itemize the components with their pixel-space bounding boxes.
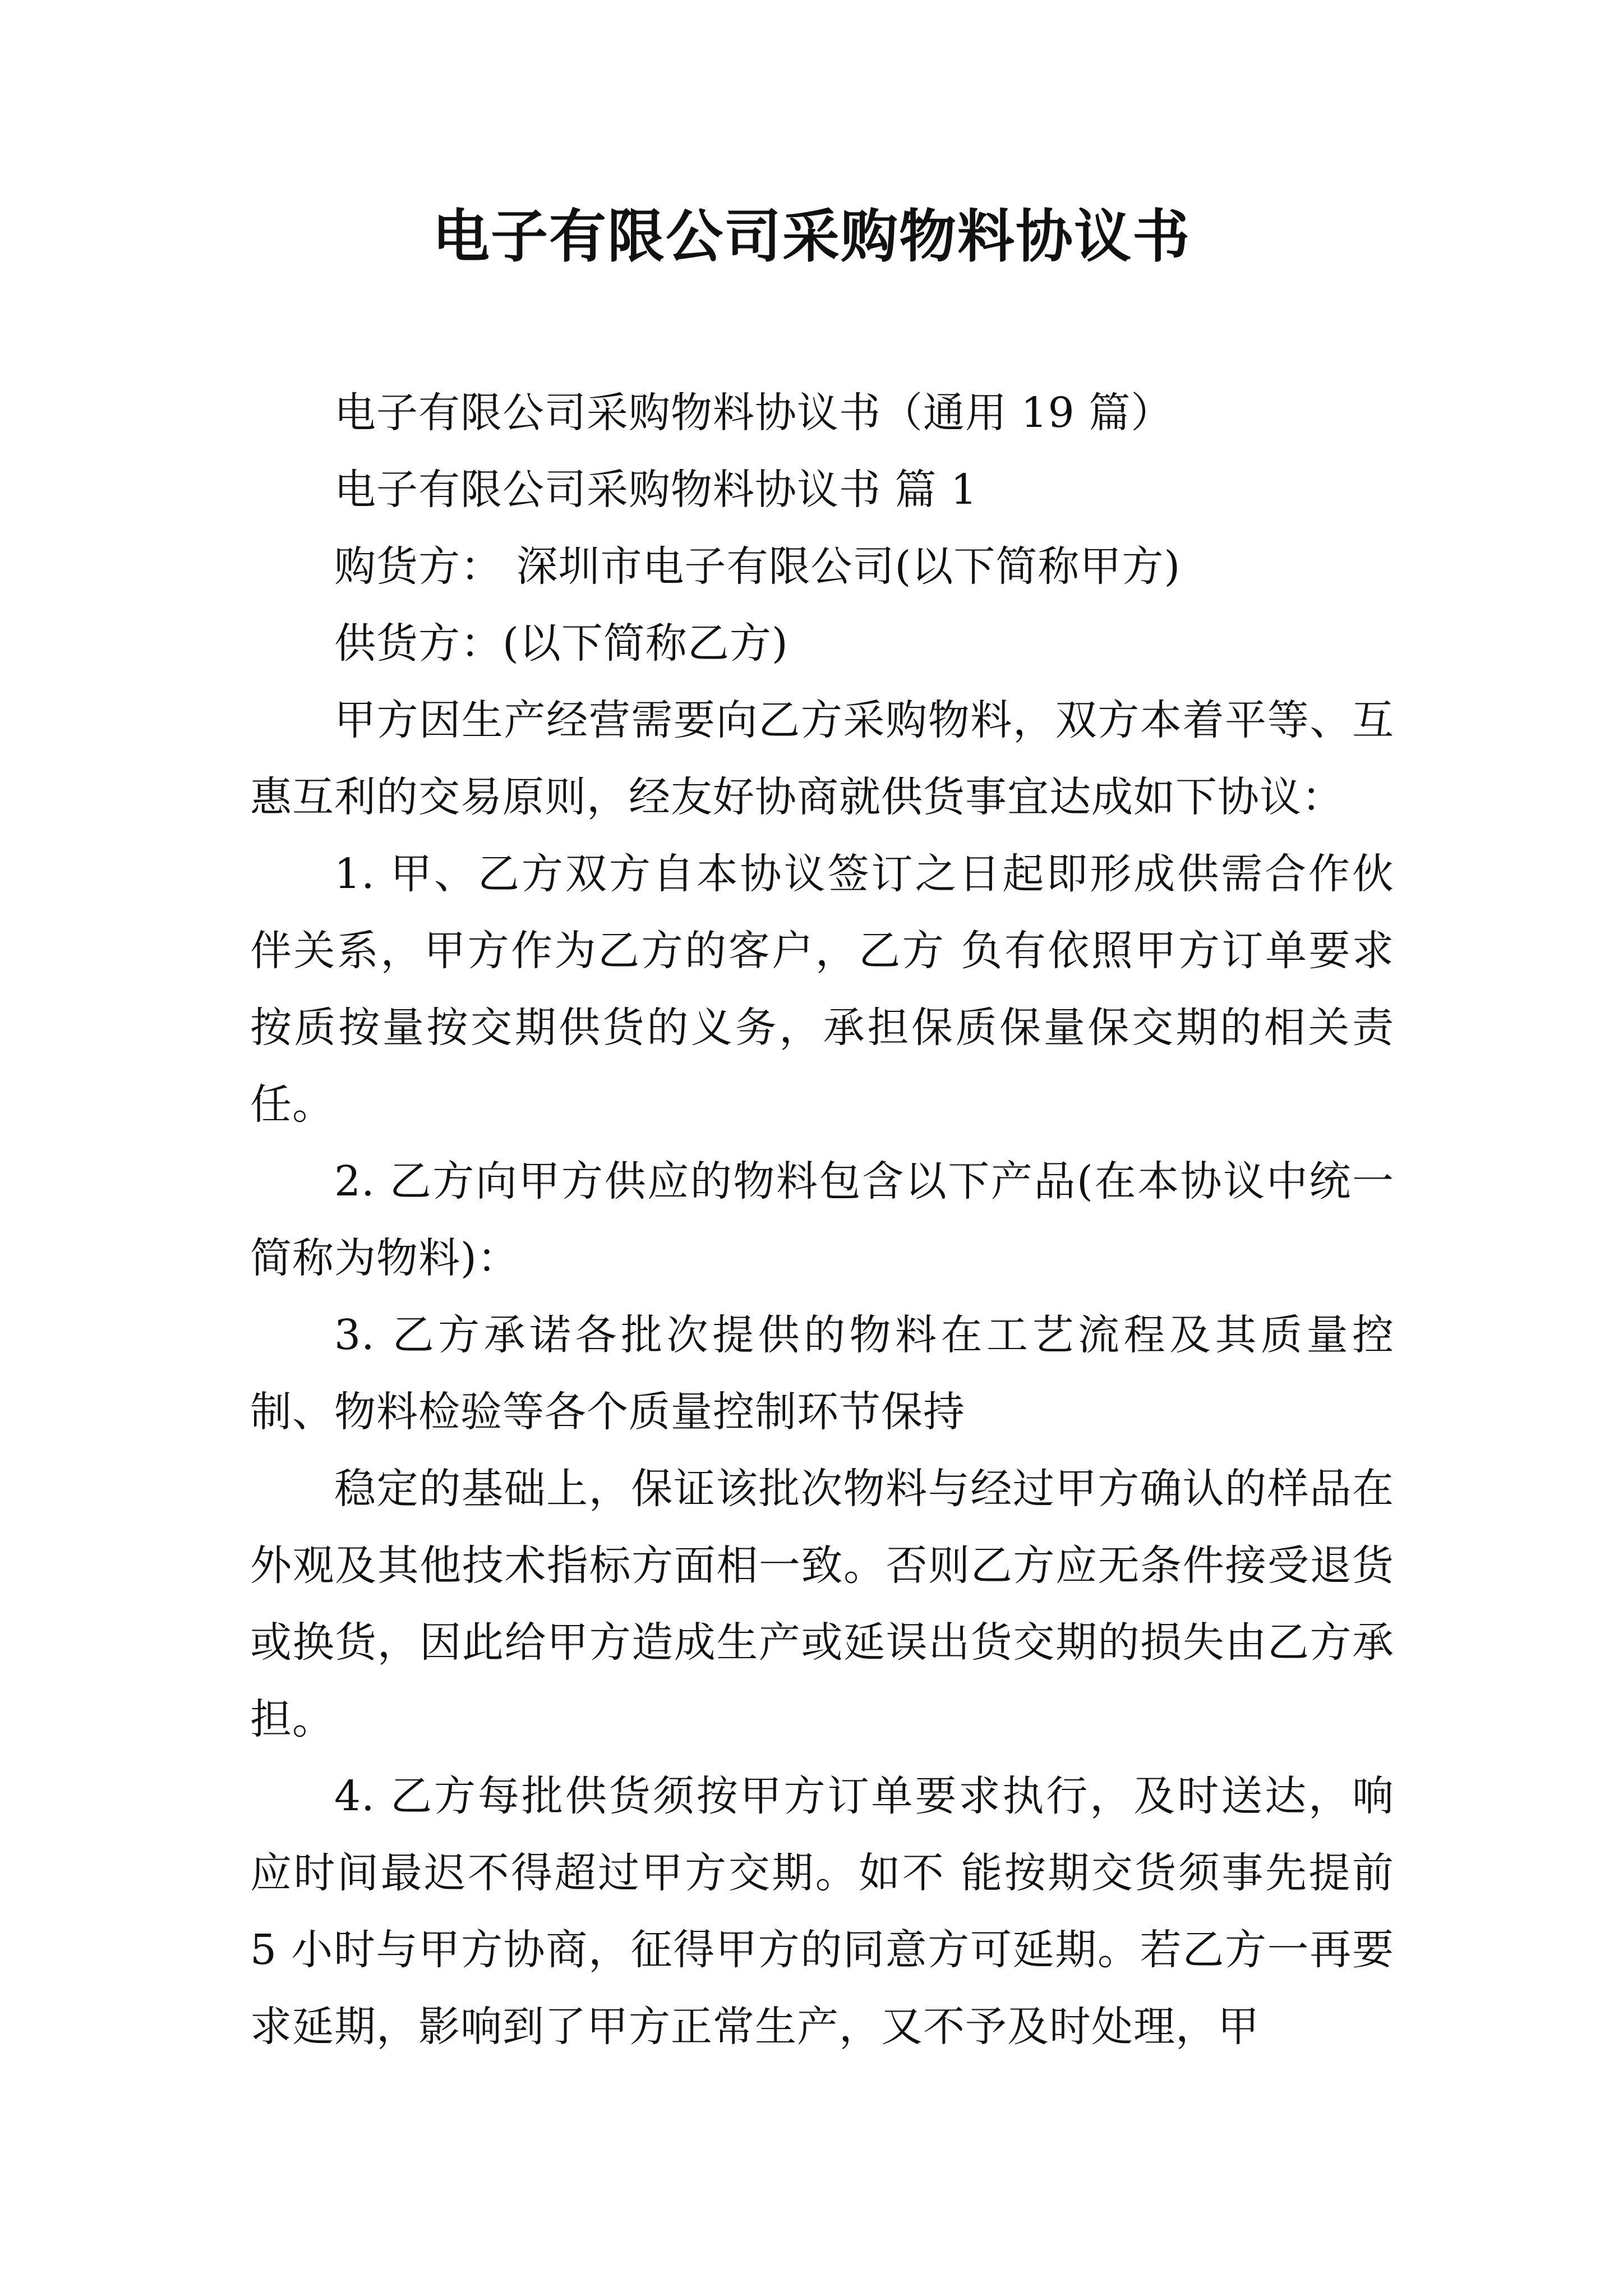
paragraph-clause-3: 3. 乙方承诺各批次提供的物料在工艺流程及其质量控制、物料检验等各个质量控制环节保持 [250, 1311, 1394, 1436]
paragraph-supplier: 供货方：(以下简称乙方) [334, 619, 789, 668]
paragraph-preamble: 甲方因生产经营需要向乙方采购物料，双方本着平等、互惠互利的交易原则，经友好协商就供货事宜达成如下协议： [250, 696, 1394, 821]
paragraph-clause-4: 4. 乙方每批供货须按甲方订单要求执行，及时送达，响应时间最迟不得超过甲方交期。如不 能按期交货须事先提前 5 小时与甲方协商，征得甲方的同意方可延期。若乙方一再要求延期，影响到了甲方正常生产，又不予及时处理，甲 [250, 1772, 1394, 2051]
document-body [250, 375, 1394, 2065]
paragraph-clause-3-continued: 稳定的基础上，保证该批次物料与经过甲方确认的样品在外观及其他技术指标方面相一致。否则乙方应无条件接受退货或换货，因此给甲方造成生产或延误出货交期的损失由乙方承担。 [250, 1465, 1394, 1743]
paragraph-section-heading: 电子有限公司采购物料协议书 篇 1 [334, 466, 978, 514]
paragraph-subtitle: 电子有限公司采购物料协议书（通用 19 篇） [334, 389, 1173, 437]
document-title: 电子有限公司采购物料协议书 [432, 203, 1191, 270]
paragraph-clause-2: 2. 乙方向甲方供应的物料包含以下产品(在本协议中统一简称为物料)： [250, 1157, 1394, 1282]
paragraph-clause-1: 1. 甲、乙方双方自本协议签订之日起即形成供需合作伙伴关系，甲方作为乙方的客户，乙方 负有依照甲方订单要求按质按量按交期供货的义务，承担保质保量保交期的相关责任。 [250, 850, 1394, 1129]
paragraph-buyer: 购货方： 深圳市电子有限公司(以下简称甲方) [334, 542, 1181, 591]
